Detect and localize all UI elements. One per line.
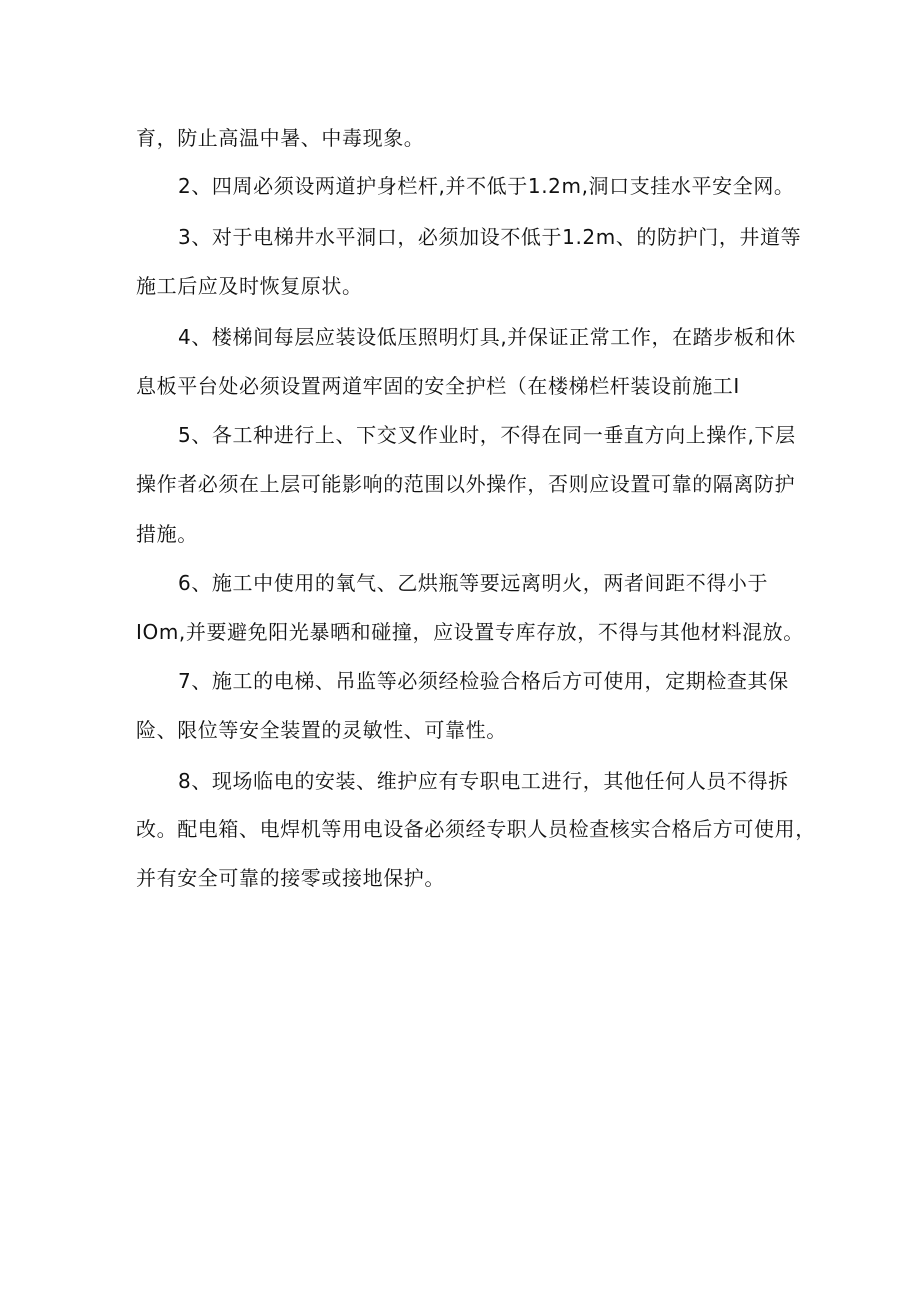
text-line: 操作者必须在上层可能影响的范围以外操作，否则应设置可靠的隔离防护 <box>136 472 796 496</box>
text-line: 2、四周必须设两道护身栏杆,并不低于1.2m,洞口支挂水平安全网。 <box>178 174 795 198</box>
text-line: 4、楼梯间每层应装设低压照明灯具,并保证正常工作，在踏步板和休 <box>178 325 796 349</box>
text-line: 并有安全可靠的接零或接地保护。 <box>136 866 445 890</box>
text-line: 险、限位等安全装置的灵敏性、可靠性。 <box>136 718 507 742</box>
text-line: 6、施工中使用的氧气、乙烘瓶等要远离明火，两者间距不得小于 <box>178 571 769 595</box>
text-line: 3、对于电梯井水平洞口，必须加设不低于1.2m、的防护门，井道等 <box>178 225 802 249</box>
text-line: 改。配电箱、电焊机等用电设备必须经专职人员检查核实合格后方可使用， <box>136 817 816 841</box>
text-line: 措施。 <box>136 522 198 546</box>
text-line: 息板平台处必须设置两道牢固的安全护栏（在楼梯栏杆装设前施工I <box>136 374 740 398</box>
text-line: 施工后应及时恢复原状。 <box>136 274 363 298</box>
text-line: 育，防止高温中暑、中毒现象。 <box>136 126 425 150</box>
text-line: 5、各工种进行上、下交叉作业时，不得在同一垂直方向上操作,下层 <box>178 423 796 447</box>
text-line: 8、现场临电的安装、维护应有专职电工进行，其他任何人员不得拆 <box>178 769 789 793</box>
text-line: 7、施工的电梯、吊监等必须经检验合格后方可使用，定期检查其保 <box>178 669 789 693</box>
text-line: IOm,并要避免阳光暴晒和碰撞，应设置专库存放，不得与其他材料混放。 <box>136 620 804 644</box>
